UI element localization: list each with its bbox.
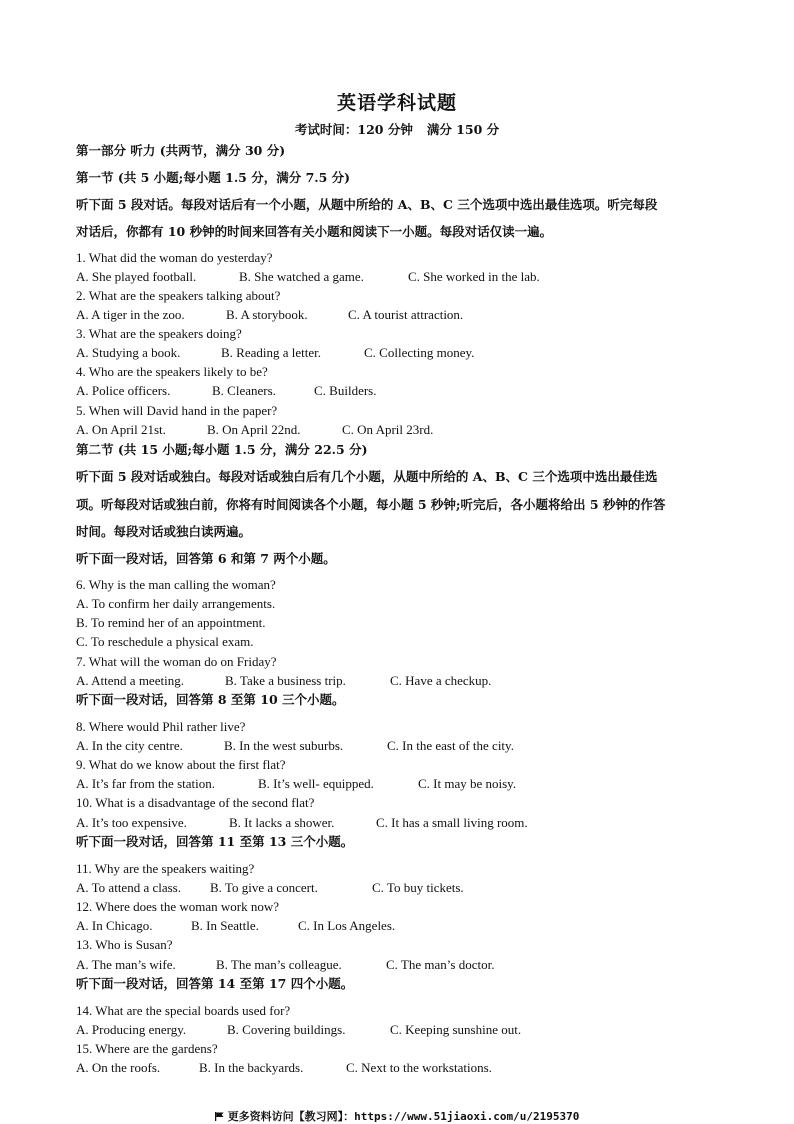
option-b: B. In the west suburbs. [224, 738, 344, 753]
answer-options [76, 957, 726, 973]
option-a: A. She played football. [76, 269, 197, 284]
answer-options [76, 738, 726, 754]
option-c: C. Collecting money. [364, 345, 475, 360]
option-c: C. On April 23rd. [342, 422, 434, 437]
instruction-line: 时间。每段对话或独白读两遍。 [76, 524, 252, 539]
option-c: C. The man’s doctor. [386, 957, 495, 972]
exam-score: 满分 150 分 [426, 122, 500, 137]
question-text: 10. What is a disadvantage of the second flat? [76, 795, 315, 810]
option-c: C. In Los Angeles. [298, 918, 396, 933]
option-c: C. It has a small living room. [376, 815, 528, 830]
option-b: B. Reading a letter. [221, 345, 322, 360]
section-heading: 第二节 (共 15 小题;每小题 1.5 分，满分 22.5 分) [76, 442, 368, 457]
question-text: 9. What do we know about the first flat? [76, 757, 286, 772]
answer-options [76, 673, 726, 689]
option-a: A. On April 21st. [76, 422, 166, 437]
dialogue-direction: 听下面一段对话，回答第 14 至第 17 四个小题。 [76, 976, 354, 991]
answer-options [76, 880, 726, 896]
dialogue-direction: 听下面一段对话，回答第 8 至第 10 三个小题。 [76, 692, 345, 707]
exam-info [0, 120, 794, 138]
option-a: A. To attend a class. [76, 880, 181, 895]
option-a: A. The man’s wife. [76, 957, 176, 972]
question-text: 4. Who are the speakers likely to be? [76, 364, 268, 379]
question-text: 6. Why is the man calling the woman? [76, 577, 276, 592]
answer-options [76, 1060, 726, 1076]
footer [0, 1108, 794, 1124]
instruction-line: 听下面 5 段对话或独白。每段对话或独白后有几个小题，从题中所给的 A、B、C 三个选项中选出最佳选 [76, 469, 658, 484]
option-b: B. To remind her of an appointment. [76, 615, 266, 630]
page-title: 英语学科试题 [336, 92, 457, 114]
dialogue-direction: 听下面一段对话，回答第 6 和第 7 两个小题。 [76, 551, 336, 566]
question-text: 2. What are the speakers talking about? [76, 288, 281, 303]
option-b: B. In the backyards. [199, 1060, 304, 1075]
instruction-line: 对话后，你都有 10 秒钟的时间来回答有关小题和阅读下一小题。每段对话仅读一遍。 [76, 224, 553, 239]
option-c: C. In the east of the city. [387, 738, 514, 753]
option-b: B. The man’s colleague. [216, 957, 342, 972]
option-c: C. Keeping sunshine out. [390, 1022, 522, 1037]
question-text: 8. Where would Phil rather live? [76, 719, 246, 734]
answer-options [76, 383, 726, 399]
question-text: 3. What are the speakers doing? [76, 326, 242, 341]
option-c: C. To reschedule a physical exam. [76, 634, 254, 649]
option-b: B. On April 22nd. [207, 422, 301, 437]
answer-options [76, 776, 726, 792]
option-c: C. A tourist attraction. [348, 307, 464, 322]
instruction-line: 项。听每段对话或独白前，你将有时间阅读各个小题，每小题 5 秒钟;听完后，各小题将给出 5 秒钟的作答 [76, 497, 666, 512]
section-heading: 第一节 (共 5 小题;每小题 1.5 分，满分 7.5 分) [76, 170, 351, 185]
option-b: B. In Seattle. [191, 918, 259, 933]
option-a: A. Producing energy. [76, 1022, 187, 1037]
option-a: A. Police officers. [76, 383, 171, 398]
answer-options [76, 815, 726, 831]
option-c: C. It may be noisy. [418, 776, 517, 791]
question-text: 15. Where are the gardens? [76, 1041, 218, 1056]
exam-time: 考试时间：120 分钟 [294, 122, 413, 137]
option-a: A. In the city centre. [76, 738, 183, 753]
answer-options [76, 269, 726, 285]
option-a: A. In Chicago. [76, 918, 153, 933]
option-b: B. She watched a game. [239, 269, 364, 284]
option-c: C. Next to the workstations. [346, 1060, 492, 1075]
option-b: B. Take a business trip. [225, 673, 346, 688]
option-a: A. It’s far from the station. [76, 776, 215, 791]
question-text: 7. What will the woman do on Friday? [76, 654, 277, 669]
part-heading: 第一部分 听力 (共两节，满分 30 分) [76, 143, 286, 158]
option-c: C. Have a checkup. [390, 673, 492, 688]
question-text: 13. Who is Susan? [76, 937, 173, 952]
instruction-line: 听下面 5 段对话。每段对话后有一个小题，从题中所给的 A、B、C 三个选项中选出最佳选项。听完每段 [76, 197, 658, 212]
question-text: 1. What did the woman do yesterday? [76, 250, 273, 265]
option-a: A. Attend a meeting. [76, 673, 184, 688]
footer-text: 更多资料访问【教习网】： [227, 1110, 355, 1123]
option-a: A. To confirm her daily arrangements. [76, 596, 276, 611]
answer-options [76, 307, 726, 323]
option-b: B. It lacks a shower. [229, 815, 335, 830]
flag-icon [215, 1112, 224, 1121]
question-text: 12. Where does the woman work now? [76, 899, 280, 914]
answer-options [76, 422, 726, 438]
answer-options [76, 918, 726, 934]
option-a: A. A tiger in the zoo. [76, 307, 185, 322]
question-text: 11. Why are the speakers waiting? [76, 861, 255, 876]
answer-options [76, 345, 726, 361]
footer-link[interactable]: https://www.51jiaoxi.com/u/2195370 [354, 1110, 580, 1123]
option-b: B. A storybook. [226, 307, 308, 322]
option-c: C. To buy tickets. [372, 880, 464, 895]
option-c: C. Builders. [314, 383, 377, 398]
dialogue-direction: 听下面一段对话，回答第 11 至第 13 三个小题。 [76, 834, 354, 849]
option-b: B. Cleaners. [212, 383, 276, 398]
option-a: A. It’s too expensive. [76, 815, 187, 830]
option-a: A. On the roofs. [76, 1060, 161, 1075]
option-b: B. It’s well- equipped. [258, 776, 374, 791]
option-c: C. She worked in the lab. [408, 269, 540, 284]
question-text: 5. When will David hand in the paper? [76, 403, 278, 418]
question-text: 14. What are the special boards used for? [76, 1003, 291, 1018]
answer-options [76, 1022, 726, 1038]
option-b: B. To give a concert. [210, 880, 318, 895]
option-b: B. Covering buildings. [227, 1022, 346, 1037]
option-a: A. Studying a book. [76, 345, 181, 360]
